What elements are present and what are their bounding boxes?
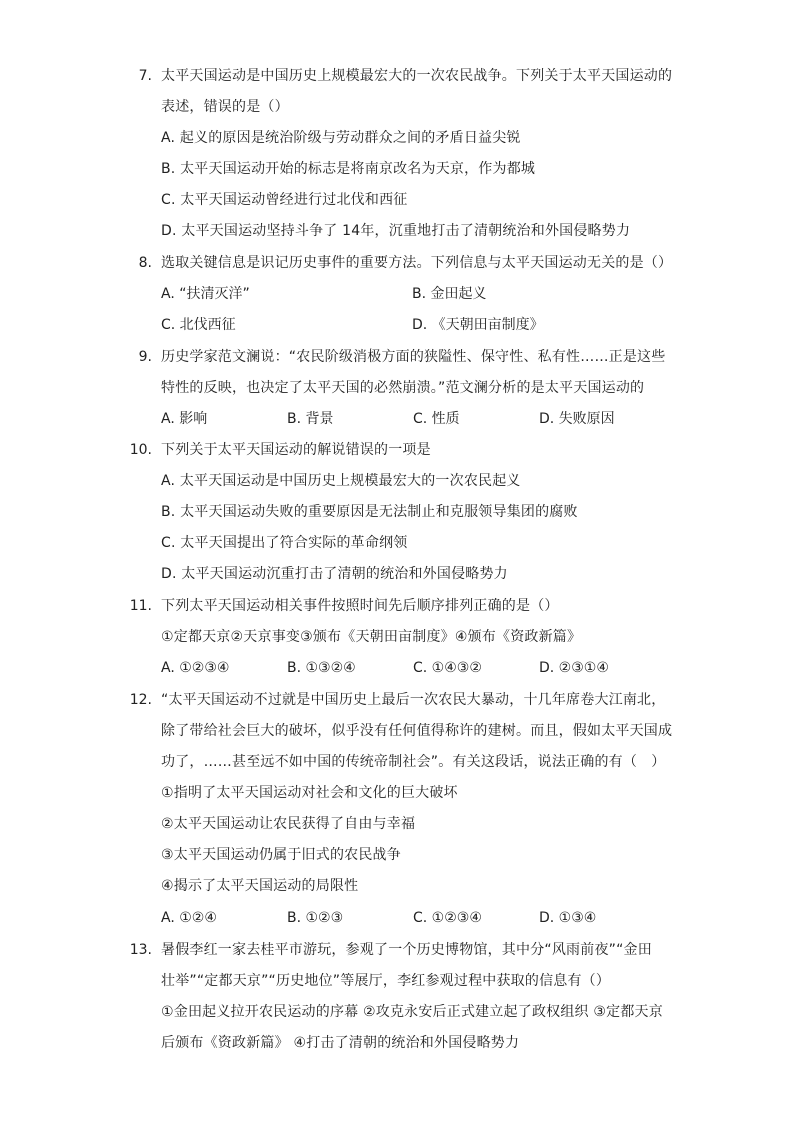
question-stem: 选取关键信息是识记历史事件的重要方法。下列信息与太平天国运动无关的是（） [161,255,673,271]
question-number: 7. [138,68,152,84]
statement-item: ③太平天国运动仍属于旧式的农民战争 [161,847,401,863]
question-number: 11. [129,598,152,614]
option-a: A. 影响 [161,411,208,427]
option-d: D. 太平天国运动沉重打击了清朝的统治和外国侵略势力 [161,566,508,582]
question-stem: ①定都天京②天京事变③颁布《天朝田亩制度》④颁布《资政新篇》 [161,629,582,645]
option-c: C. 太平天国提出了符合实际的革命纲领 [161,535,408,551]
option-b: B. 背景 [287,411,334,427]
statement-item: ④揭示了太平天国运动的局限性 [161,878,359,894]
question-stem: “太平天国运动不过就是中国历史上最后一次农民大暴动，十几年席卷大江南北， [161,692,666,708]
option-b: B. 太平天国运动失败的重要原因是无法制止和克服领导集团的腐败 [161,504,578,520]
option-a: A. “扶清灭洋” [161,286,250,302]
question-stem: 除了带给社会巨大的破坏，似乎没有任何值得称许的建树。而且，假如太平天国成 [161,723,673,739]
question-stem: 下列关于太平天国运动的解说错误的一项是 [161,442,431,458]
option-c: C. 性质 [413,411,460,427]
question-number: 10. [129,442,152,458]
option-c: C. ①④③② [413,660,482,676]
option-c: C. 北伐西征 [161,317,236,333]
option-b: B. ①③②④ [287,660,356,676]
statement-item: ①指明了太平天国运动对社会和文化的巨大破坏 [161,785,458,801]
option-d: D. 失败原因 [539,411,615,427]
question-stem: 下列太平天国运动相关事件按照时间先后顺序排列正确的是（） [161,598,559,614]
option-d: D. ②③①④ [539,660,609,676]
question-stem: ①金田起义拉开农民运动的序幕 ②攻克永安后正式建立起了政权组织 ③定都天京 [161,1004,663,1020]
option-d: D. ①③④ [539,910,597,926]
question-stem: 功了，……甚至远不如中国的传统帝制社会”。有关这段话，说法正确的有（ ） [161,754,666,770]
question-number: 13. [129,942,152,958]
option-c: C. 太平天国运动曾经进行过北伐和西征 [161,192,408,208]
option-b: B. ①②③ [287,910,344,926]
question-stem: 暑假李红一家去桂平市游玩，参观了一个历史博物馆，其中分“风雨前夜”“金田 [161,942,652,958]
question-number: 9. [138,349,152,365]
option-a: A. 起义的原因是统治阶级与劳动群众之间的矛盾日益尖锐 [161,130,521,146]
option-d: D. 《天朝田亩制度》 [412,317,544,333]
option-d: D. 太平天国运动坚持斗争了 14年，沉重地打击了清朝统治和外国侵略势力 [161,223,631,239]
question-stem: 表述，错误的是（） [161,99,289,115]
option-c: C. ①②③④ [413,910,482,926]
question-stem: 历史学家范文澜说：“农民阶级消极方面的狭隘性、保守性、私有性……正是这些 [161,349,666,365]
question-stem: 太平天国运动是中国历史上规模最宏大的一次农民战争。下列关于太平天国运动的 [161,68,673,84]
option-a: A. 太平天国运动是中国历史上规模最宏大的一次农民起义 [161,473,521,489]
question-stem: 特性的反映，也决定了太平天国的必然崩溃。”范文澜分析的是太平天国运动的 [161,380,645,396]
option-b: B. 金田起义 [412,286,487,302]
statement-item: ②太平天国运动让农民获得了自由与幸福 [161,816,416,832]
option-a: A. ①②③④ [161,660,230,676]
question-number: 12. [129,692,152,708]
question-stem: 后颁布《资政新篇》 ④打击了清朝的统治和外国侵略势力 [161,1035,520,1051]
option-b: B. 太平天国运动开始的标志是将南京改名为天京，作为都城 [161,161,536,177]
question-stem: 壮举”“定都天京”“历史地位”等展厅，李红参观过程中获取的信息有（） [161,973,611,989]
option-a: A. ①②④ [161,910,217,926]
question-number: 8. [138,255,152,271]
